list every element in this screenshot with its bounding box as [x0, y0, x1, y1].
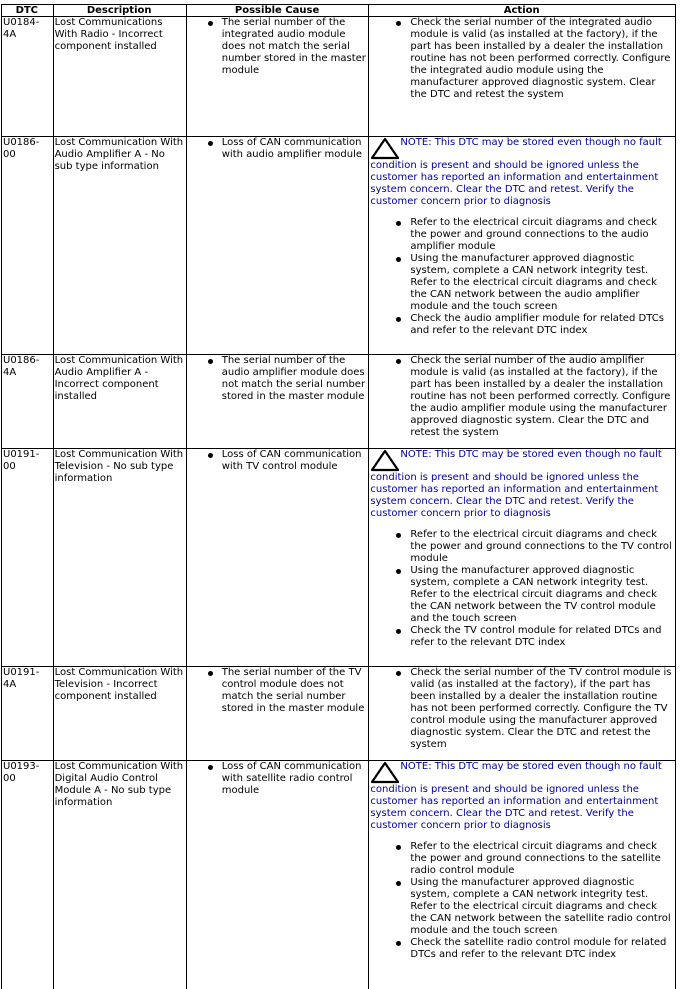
cause-text: The serial number of the audio amplifier module does not match the serial number stored in the master module	[221, 355, 366, 402]
action-cell	[369, 667, 676, 761]
action-step: Refer to the electrical circuit diagrams and check the power and ground connections to the TV control module	[410, 529, 672, 564]
warning-triangle-icon	[370, 137, 400, 160]
note-text: NOTE: This DTC may be stored even though no fault condition is present and should be ignored unless the customer has reported an information and entertainment system concern. Clear the DTC and retest. Verify the customer concern prior to diagnosis	[370, 137, 662, 207]
dtc-code: U0191-00	[2, 449, 54, 667]
bullet-icon	[396, 533, 401, 538]
bullet-icon	[396, 359, 401, 364]
table-row	[2, 449, 676, 667]
note-block	[370, 761, 673, 832]
header-row	[2, 5, 676, 17]
action-step: Using the manufacturer approved diagnostic system, complete a CAN network integrity test. Refer to the electrical circuit diagrams and check the CAN network between the satellite radio control module and the touch screen	[410, 877, 671, 936]
bullet-icon	[396, 257, 401, 262]
action-step: Refer to the electrical circuit diagrams and check the power and ground connections to the satellite radio control module	[410, 841, 661, 876]
action-step: Using the manufacturer approved diagnostic system, complete a CAN network integrity test. Refer to the electrical circuit diagrams and check the CAN network between the audio amplifier module and the touch screen	[410, 253, 657, 312]
action-step: Check the serial number of the integrated audio module is valid (as installed at the factory), if the part has been installed by a dealer the installation routine has not been performed correctly. Configure the integrated audio module using the manufacturer approved diagnostic system. Clear the DTC and retest the system	[410, 17, 671, 100]
bullet-icon	[396, 881, 401, 886]
dtc-code: U0191-4A	[2, 667, 54, 761]
dtc-description: Lost Communication With Audio Amplifier A - Incorrect component installed	[53, 355, 186, 449]
dtc-code: U0184-4A	[2, 17, 54, 137]
bullet-icon	[396, 845, 401, 850]
note-block	[370, 449, 673, 520]
note-text: NOTE: This DTC may be stored even though no fault condition is present and should be ignored unless the customer has reported an information and entertainment system concern. Clear the DTC and retest. Verify the customer concern prior to diagnosis	[370, 449, 662, 519]
dtc-code: U0186-00	[2, 137, 54, 355]
table-row	[2, 761, 676, 989]
bullet-icon	[208, 359, 213, 364]
possible-cause	[186, 449, 369, 667]
action-cell	[369, 449, 676, 667]
bullet-icon	[396, 941, 401, 946]
possible-cause	[186, 761, 369, 989]
action-step: Check the serial number of the TV control module is valid (as installed at the factory), if the part has been installed by a dealer the installation routine has not been performed correctly. Configure the TV control module using the manufacturer approved diagnostic system. Clear the DTC and retest the system	[410, 667, 672, 750]
bullet-icon	[396, 317, 401, 322]
action-step: Check the TV control module for related DTCs and refer to the relevant DTC index	[410, 625, 662, 648]
bullet-icon	[208, 765, 213, 770]
dtc-description: Lost Communication With Digital Audio Control Module A - No sub type information	[53, 761, 186, 989]
possible-cause	[186, 355, 369, 449]
dtc-description: Lost Communication With Television - No sub type information	[53, 449, 186, 667]
action-step: Refer to the electrical circuit diagrams and check the power and ground connections to the audio amplifier module	[410, 217, 657, 252]
table-row	[2, 667, 676, 761]
action-cell	[369, 761, 676, 989]
bullet-icon	[396, 221, 401, 226]
header-dtc: DTC	[2, 5, 54, 17]
dtc-table	[1, 4, 676, 989]
bullet-icon	[396, 569, 401, 574]
bullet-icon	[208, 141, 213, 146]
action-step: Check the satellite radio control module for related DTCs and refer to the relevant DTC index	[410, 937, 667, 960]
action-cell	[369, 17, 676, 137]
action-step: Using the manufacturer approved diagnostic system, complete a CAN network integrity test. Refer to the electrical circuit diagrams and check the CAN network between the TV control module and the touch screen	[410, 565, 657, 624]
cause-text: Loss of CAN communication with audio amplifier module	[221, 137, 363, 160]
action-cell	[369, 137, 676, 355]
table-row	[2, 355, 676, 449]
action-step: Check the serial number of the audio amplifier module is valid (as installed at the factory), if the part has been installed by a dealer the installation routine has not been performed correctly. Configure the audio amplifier module using the manufacturer approved diagnostic system. Clear the DTC and retest the system	[410, 355, 671, 438]
action-cell	[369, 355, 676, 449]
bullet-icon	[208, 671, 213, 676]
bullet-icon	[396, 21, 401, 26]
header-action: Action	[369, 5, 676, 17]
cause-text: Loss of CAN communication with TV control module	[221, 449, 362, 472]
warning-triangle-icon	[370, 449, 400, 472]
cause-text: The serial number of the TV control module does not match the serial number stored in the master module	[221, 667, 365, 714]
header-description: Description	[53, 5, 186, 17]
table-row	[2, 137, 676, 355]
table-row	[2, 17, 676, 137]
bullet-icon	[396, 671, 401, 676]
dtc-description: Lost Communication With Television - Incorrect component installed	[53, 667, 186, 761]
dtc-code: U0186-4A	[2, 355, 54, 449]
bullet-icon	[208, 453, 213, 458]
note-text: NOTE: This DTC may be stored even though no fault condition is present and should be ignored unless the customer has reported an information and entertainment system concern. Clear the DTC and retest. Verify the customer concern prior to diagnosis	[370, 761, 662, 831]
cause-text: The serial number of the integrated audio module does not match the serial number stored in the master module	[221, 17, 366, 76]
warning-triangle-icon	[370, 761, 400, 784]
cause-text: Loss of CAN communication with satellite radio control module	[221, 761, 362, 796]
possible-cause	[186, 137, 369, 355]
bullet-icon	[396, 629, 401, 634]
header-possible-cause: Possible Cause	[186, 5, 369, 17]
bullet-icon	[208, 21, 213, 26]
dtc-description: Lost Communication With Audio Amplifier A - No sub type information	[53, 137, 186, 355]
possible-cause	[186, 17, 369, 137]
note-block	[370, 137, 673, 208]
dtc-description: Lost Communications With Radio - Incorrect component installed	[53, 17, 186, 137]
action-step: Check the audio amplifier module for related DTCs and refer to the relevant DTC index	[410, 313, 664, 336]
dtc-code: U0193-00	[2, 761, 54, 989]
possible-cause	[186, 667, 369, 761]
